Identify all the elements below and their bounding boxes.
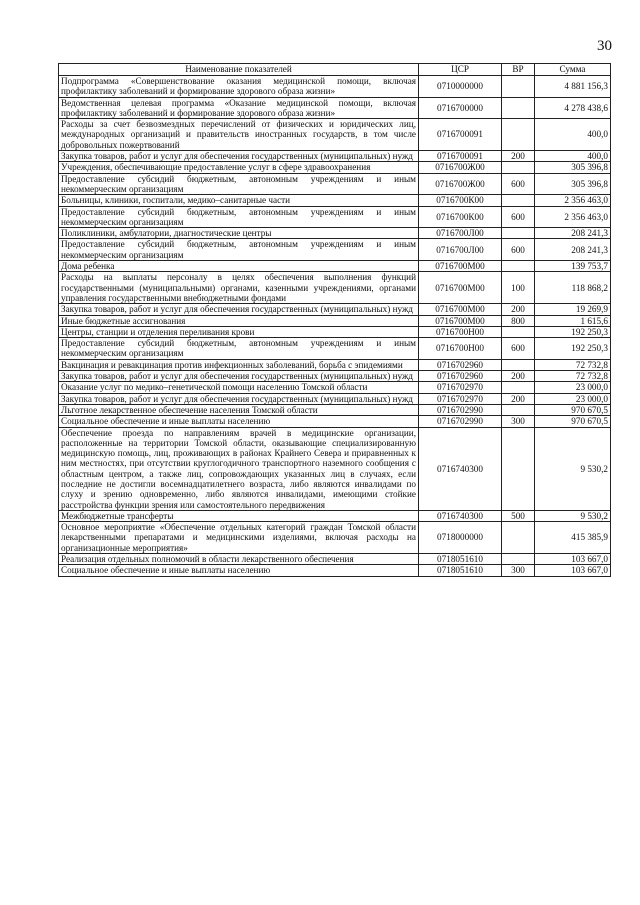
cell-name: Закупка товаров, работ и услуг для обеспечения государственных (муниципальных) нужд — [59, 371, 419, 382]
table-row — [59, 206, 611, 228]
cell-sum: 9 530,2 — [535, 510, 611, 521]
table-row — [59, 173, 611, 195]
cell-sum: 4 881 156,3 — [535, 76, 611, 98]
cell-sum: 305 396,8 — [535, 162, 611, 173]
cell-sum: 72 732,8 — [535, 359, 611, 370]
cell-name: Предоставление субсидий бюджетным, автономным учреждениям и иным некоммерческим организациям — [59, 173, 419, 195]
cell-vr: 300 — [502, 565, 535, 576]
cell-vr — [502, 228, 535, 239]
cell-sum: 118 868,2 — [535, 272, 611, 304]
cell-name: Иные бюджетные ассигнования — [59, 315, 419, 326]
cell-csr: 0716700091 — [419, 119, 502, 151]
cell-vr: 100 — [502, 272, 535, 304]
table-row — [59, 195, 611, 206]
budget-table — [58, 63, 611, 577]
cell-csr: 0716700М00 — [419, 261, 502, 272]
cell-sum: 2 356 463,0 — [535, 206, 611, 228]
table-row — [59, 97, 611, 119]
cell-csr: 0716702960 — [419, 359, 502, 370]
cell-csr: 0716700К00 — [419, 195, 502, 206]
cell-vr — [502, 522, 535, 554]
cell-vr — [502, 162, 535, 173]
cell-csr: 0716700Ж00 — [419, 173, 502, 195]
table-row — [59, 239, 611, 261]
cell-sum: 192 250,3 — [535, 338, 611, 360]
header-sum: Сумма — [535, 64, 611, 76]
cell-sum: 208 241,3 — [535, 239, 611, 261]
cell-vr: 200 — [502, 151, 535, 162]
cell-name: Больницы, клиники, госпитали, медико–санитарные части — [59, 195, 419, 206]
cell-csr: 0716740300 — [419, 510, 502, 521]
cell-csr: 0718051610 — [419, 565, 502, 576]
cell-name: Предоставление субсидий бюджетным, автономным учреждениям и иным некоммерческим организациям — [59, 206, 419, 228]
cell-sum: 192 250,3 — [535, 326, 611, 337]
cell-sum: 9 530,2 — [535, 427, 611, 510]
cell-sum: 2 356 463,0 — [535, 195, 611, 206]
cell-sum: 103 667,0 — [535, 565, 611, 576]
cell-csr: 0716700М00 — [419, 315, 502, 326]
table-row — [59, 76, 611, 98]
cell-sum: 23 000,0 — [535, 393, 611, 404]
cell-vr: 600 — [502, 206, 535, 228]
cell-csr: 0716700К00 — [419, 206, 502, 228]
header-vr: ВР — [502, 64, 535, 76]
cell-name: Предоставление субсидий бюджетным, автономным учреждениям и иным некоммерческим организациям — [59, 338, 419, 360]
cell-sum: 400,0 — [535, 151, 611, 162]
cell-csr: 0716702960 — [419, 371, 502, 382]
cell-vr — [502, 195, 535, 206]
cell-sum: 970 670,5 — [535, 404, 611, 415]
header-name: Наименование показателей — [59, 64, 419, 76]
table-row — [59, 162, 611, 173]
cell-vr — [502, 382, 535, 393]
cell-csr: 0716700091 — [419, 151, 502, 162]
cell-csr: 0710000000 — [419, 76, 502, 98]
cell-csr: 0716700Н00 — [419, 338, 502, 360]
cell-vr — [502, 261, 535, 272]
cell-csr: 0716702990 — [419, 416, 502, 427]
cell-vr — [502, 97, 535, 119]
cell-sum: 208 241,3 — [535, 228, 611, 239]
cell-csr: 0716700Л00 — [419, 228, 502, 239]
cell-vr — [502, 359, 535, 370]
cell-sum: 23 000,0 — [535, 382, 611, 393]
cell-name: Центры, станции и отделения переливания крови — [59, 326, 419, 337]
cell-vr: 200 — [502, 371, 535, 382]
cell-name: Межбюджетные трансферты — [59, 510, 419, 521]
cell-sum: 305 396,8 — [535, 173, 611, 195]
cell-csr: 0716702990 — [419, 404, 502, 415]
cell-name: Вакцинация и ревакцинация против инфекционных заболеваний, борьба с эпидемиями — [59, 359, 419, 370]
cell-csr: 0716700Л00 — [419, 239, 502, 261]
cell-vr: 600 — [502, 173, 535, 195]
cell-csr: 0716700Н00 — [419, 326, 502, 337]
cell-csr: 0716700Ж00 — [419, 162, 502, 173]
cell-sum: 400,0 — [535, 119, 611, 151]
table-row — [59, 404, 611, 415]
cell-name: Льготное лекарственное обеспечение населения Томской области — [59, 404, 419, 415]
table-row — [59, 261, 611, 272]
table-row — [59, 119, 611, 151]
table-row — [59, 359, 611, 370]
table-row — [59, 304, 611, 315]
cell-vr: 500 — [502, 510, 535, 521]
cell-name: Ведомственная целевая программа «Оказание медицинской помощи, включая профилактику заболеваний и формирование здорового образа жизни» — [59, 97, 419, 119]
header-csr: ЦСР — [419, 64, 502, 76]
table-row — [59, 151, 611, 162]
cell-name: Реализация отдельных полномочий в области лекарственного обеспечения — [59, 554, 419, 565]
cell-name: Расходы на выплаты персоналу в целях обеспечения выполнения функций государственными (муниципальными) органами, казенными учреждениями, органами управления государственными внебюджетными фондами — [59, 272, 419, 304]
cell-sum: 415 385,9 — [535, 522, 611, 554]
table-row — [59, 315, 611, 326]
table-row — [59, 554, 611, 565]
page-number: 30 — [597, 38, 612, 54]
cell-name: Поликлиники, амбулатории, диагностические центры — [59, 228, 419, 239]
cell-vr — [502, 326, 535, 337]
cell-vr — [502, 76, 535, 98]
table-row — [59, 326, 611, 337]
table-row — [59, 522, 611, 554]
cell-name: Социальное обеспечение и иные выплаты населению — [59, 416, 419, 427]
cell-name: Закупка товаров, работ и услуг для обеспечения государственных (муниципальных) нужд — [59, 393, 419, 404]
cell-name: Подпрограмма «Совершенствование оказания медицинской помощи, включая профилактику заболеваний и формирование здорового образа жизни» — [59, 76, 419, 98]
cell-name: Основное мероприятие «Обеспечение отдельных категорий граждан Томской области лекарственными препаратами и медицинскими изделиями, включая расходы на организационные мероприятия» — [59, 522, 419, 554]
cell-vr — [502, 427, 535, 510]
cell-name: Расходы за счет безвозмездных перечислений от физических и юридических лиц, международных организаций и правительств иностранных государств, в том числе добровольных пожертвований — [59, 119, 419, 151]
cell-sum: 103 667,0 — [535, 554, 611, 565]
table-row — [59, 228, 611, 239]
cell-sum: 970 670,5 — [535, 416, 611, 427]
table-row — [59, 338, 611, 360]
cell-sum: 19 269,9 — [535, 304, 611, 315]
cell-csr: 0718051610 — [419, 554, 502, 565]
cell-csr: 0716702970 — [419, 393, 502, 404]
table-row — [59, 371, 611, 382]
table-row — [59, 272, 611, 304]
cell-name: Учреждения, обеспечивающие предоставление услуг в сфере здравоохранения — [59, 162, 419, 173]
table-row — [59, 565, 611, 576]
cell-name: Закупка товаров, работ и услуг для обеспечения государственных (муниципальных) нужд — [59, 151, 419, 162]
cell-vr — [502, 554, 535, 565]
cell-name: Предоставление субсидий бюджетным, автономным учреждениям и иным некоммерческим организациям — [59, 239, 419, 261]
cell-csr: 0716700М00 — [419, 272, 502, 304]
table-header-row — [59, 64, 611, 76]
table-row — [59, 427, 611, 510]
cell-vr: 600 — [502, 338, 535, 360]
table-row — [59, 416, 611, 427]
cell-csr: 0716700М00 — [419, 304, 502, 315]
cell-csr: 0718000000 — [419, 522, 502, 554]
cell-name: Обеспечение проезда по направлениям врачей в медицинские организации, расположенные на территории Томской области, оказывающие специализированную медицинскую помощь, лиц, проживающих в районах Крайнего Севера и приравненных к ним местностях, при отсутствии круглогодичного транспортного наземного сообщения с областным центром, а также лиц, сопровождающих указанных лиц в случаях, если последние не достигли восемнадцатилетнего возраста, либо являются инвалидами по слуху и зрению одновременно, либо являются инвалидами, имеющими стойкие расстройства функции зрения или самостоятельного передвижения — [59, 427, 419, 510]
cell-vr — [502, 119, 535, 151]
cell-vr: 600 — [502, 239, 535, 261]
table-body — [59, 76, 611, 577]
table-row — [59, 382, 611, 393]
cell-csr: 0716700000 — [419, 97, 502, 119]
cell-name: Дома ребенка — [59, 261, 419, 272]
cell-sum: 1 615,6 — [535, 315, 611, 326]
cell-sum: 4 278 438,6 — [535, 97, 611, 119]
cell-name: Социальное обеспечение и иные выплаты населению — [59, 565, 419, 576]
cell-vr: 800 — [502, 315, 535, 326]
cell-sum: 72 732,8 — [535, 371, 611, 382]
cell-csr: 0716702970 — [419, 382, 502, 393]
cell-vr: 200 — [502, 304, 535, 315]
table-row — [59, 510, 611, 521]
cell-vr — [502, 404, 535, 415]
cell-name: Закупка товаров, работ и услуг для обеспечения государственных (муниципальных) нужд — [59, 304, 419, 315]
cell-name: Оказание услуг по медико–генетической помощи населению Томской области — [59, 382, 419, 393]
cell-csr: 0716740300 — [419, 427, 502, 510]
cell-sum: 139 753,7 — [535, 261, 611, 272]
cell-vr: 200 — [502, 393, 535, 404]
table-row — [59, 393, 611, 404]
cell-vr: 300 — [502, 416, 535, 427]
